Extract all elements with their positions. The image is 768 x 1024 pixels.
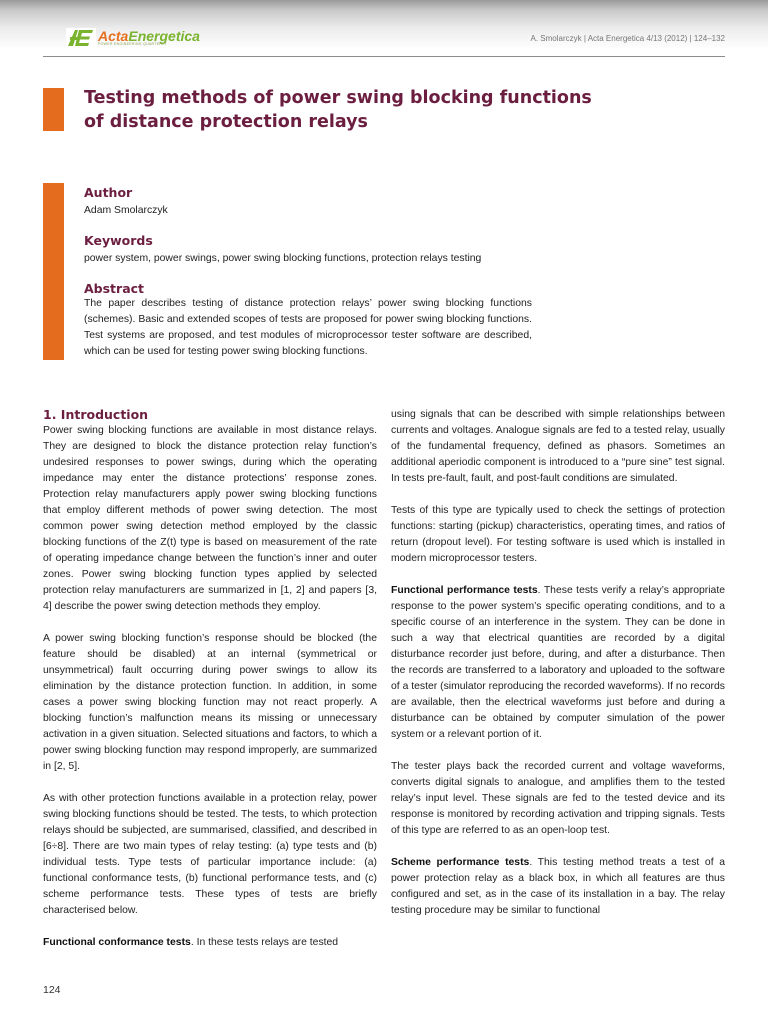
keywords-heading: Keywords [84,233,153,248]
journal-logo [66,28,200,48]
logo-word-acta: Acta [98,28,129,44]
scheme-performance-term: Scheme performance tests [391,857,530,868]
intro-paragraph-4-text: . In these tests relays are tested [190,937,339,948]
functional-performance-term: Functional performance tests [391,585,538,596]
article-title [84,86,684,134]
right-column [391,407,725,919]
title-accent-bar [43,88,64,131]
intro-paragraph-1: Power swing blocking functions are available in most distance relays. They are designed to block the distance protection relay function’s undesired responses to power swings, during which the operating impedance may enter the distance protections’ response zones. Protection relay manufacturers apply power swing blocking functions that employ different methods of power swing detection. The most common power swing detection method employed by the classic blocking functions of the Z(t) type is based on measurement of the rate of operating impedance change between the function’s inner and outer zones. Power swing blocking function types applied by selected protection relay manufacturers are summarized in [1, 2] and papers [3, 4] describe the power swing detection methods they employ. [43,425,377,612]
left-column [43,407,377,951]
right-paragraph-3-text: . These tests verify a relay’s appropriate response to the power system’s specific operating conditions, and to a specific course of an interference in the system. They can be done in such a way that electrical quantities are recorded by a digital disturbance recorder just before, during, and after a disturbance. Then the records are transferred to a laboratory and uploaded to the software of a tester (simulator reproducing the recorded waveforms). If no records are available, then the electrical waveforms just before and during a disturbance can be obtained by computer simulation of the power system or a relevant portion of it. [391,585,726,740]
keywords-text: power system, power swings, power swing blocking functions, protection relays testing [84,253,482,264]
logo-mark-icon [66,28,96,48]
title-line-1: Testing methods of power swing blocking functions [84,88,592,108]
right-paragraph-4: The tester plays back the recorded current and voltage waveforms, converts digital signals to analogue, and amplifies them to the tested relay’s input level. These signals are fed to the tested device and its response is monitored by recording activation and tripping signals. Tests of this type are referred to as an open-loop test. [391,761,725,836]
abstract-text: The paper describes testing of distance protection relays’ power swing blocking functions (schemes). Basic and extended scopes of tests are proposed for power swing blocking functions. Test systems are proposed, and test modules of microprocessor tester software are described, which can be used for testing power swing blocking functions. [84,298,532,357]
intro-paragraph-2: A power swing blocking function’s response should be blocked (the feature should be disabled) at an internal (symmetrical or unsymmetrical) fault occurring during power swings to allow its elimination by the distance protection function. In addition, in some cases a power swing blocking function may not react properly. A blocking function’s malfunction means its missing or unnecessary activation in a given situation. Selected situations and factors, to which a power swing blocking function may respond improperly, are summarized in [2, 5]. [43,633,377,772]
logo-word-energetica: Energetica [128,28,200,44]
right-paragraph-5 [391,855,725,919]
right-paragraph-1: using signals that can be described with simple relationships between currents and voltages. Analogue signals are fed to a tested relay, usually of the fundamental frequency, defined as phasors. Sometimes an additional aperiodic component is introduced to a “pure sine” test signal. In tests pre-fault, fault, and post-fault conditions are simulated. [391,409,725,484]
intro-paragraph-3: As with other protection functions available in a protection relay, power swing blocking functions should be tested. The tests, to which protection relays should be subjected, are summarised, classified, and described in [6÷8]. There are two main types of relay testing: (a) type tests and (b) individual tests. Type tests of particular importance include: (a) functional conformance tests, (b) functional performance tests, and (c) scheme performance tests. These types of tests are briefly characterised below. [43,793,377,916]
header-divider [43,56,725,57]
right-paragraph-5-text: . This testing method treats a test of a power protection relay as a black box, in which all features are thus configured and set, as in the case of its installation in a bay. The relay testing procedure may be similar to functional [391,857,726,916]
right-paragraph-3 [391,583,725,743]
abstract-heading: Abstract [84,281,145,296]
page-number: 124 [43,984,61,996]
citation: A. Smolarczyk | Acta Energetica 4/13 (2012) | 124–132 [530,34,725,43]
title-line-2: of distance protection relays [84,112,368,132]
author-heading: Author [84,185,133,200]
intro-paragraph-4 [43,935,377,951]
meta-accent-bar [43,183,64,360]
logo-tagline: POWER ENGINEERING QUARTERLY [98,42,167,46]
introduction-heading: 1. Introduction [43,407,149,422]
functional-conformance-term: Functional conformance tests [43,937,191,948]
author-name: Adam Smolarczyk [84,205,168,216]
right-paragraph-2: Tests of this type are typically used to check the settings of protection functions: starting (pickup) characteristics, operating times, and ratios of return (dropout level). For testing software is used which is installed in modern microprocessor testers. [391,505,725,564]
